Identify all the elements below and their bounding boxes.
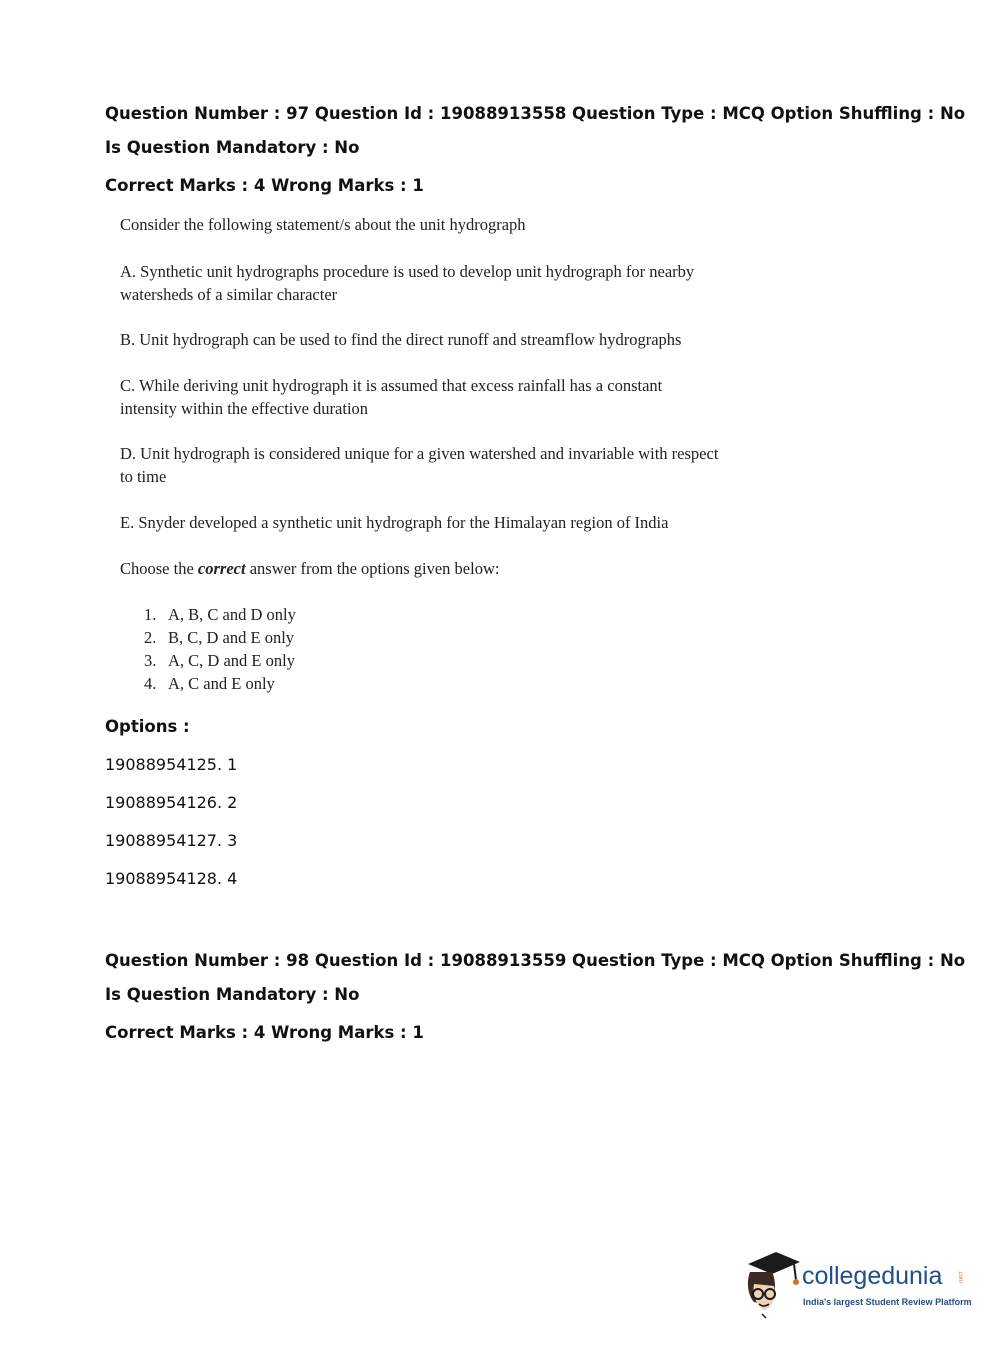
logo-tagline: India's largest Student Review Platform bbox=[803, 1297, 972, 1307]
q97-option-4: 19088954128. 4 bbox=[105, 869, 238, 888]
q97-option-1: 19088954125. 1 bbox=[105, 755, 238, 774]
q98-marks: Correct Marks : 4 Wrong Marks : 1 bbox=[105, 1023, 424, 1042]
q97-intro: Consider the following statement/s about the unit hydrograph bbox=[120, 215, 526, 234]
choice-number: 4. bbox=[144, 674, 157, 693]
q97-statement-d: D. Unit hydrograph is considered unique for a given watershed and invariable with respect to time bbox=[120, 444, 719, 486]
instruction-emphasis: correct bbox=[197, 559, 246, 578]
q97-header: Question Number : 97 Question Id : 19088913558 Question Type : MCQ Option Shuffling : No bbox=[105, 104, 966, 123]
choice-text: B, C, D and E only bbox=[168, 628, 295, 647]
q97-marks: Correct Marks : 4 Wrong Marks : 1 bbox=[105, 176, 424, 195]
q97-option-2: 19088954126. 2 bbox=[105, 793, 238, 812]
q97-choice-2 bbox=[144, 626, 294, 649]
choice-number: 2. bbox=[144, 628, 157, 647]
choice-text: A, C, D and E only bbox=[168, 651, 295, 670]
collegedunia-logo bbox=[742, 1250, 972, 1320]
logo-suffix: .com bbox=[957, 1270, 963, 1284]
q97-options-label: Options : bbox=[105, 717, 190, 736]
choice-text: A, C and E only bbox=[168, 674, 275, 693]
q97-statement-a: A. Synthetic unit hydrographs procedure is used to develop unit hydrograph for nearby watersheds of a similar character bbox=[120, 262, 695, 304]
q97-instruction bbox=[120, 557, 740, 580]
q98-header: Question Number : 98 Question Id : 19088913559 Question Type : MCQ Option Shuffling : No bbox=[105, 951, 966, 970]
q97-choice-4 bbox=[144, 672, 275, 695]
q97-statement-c: C. While deriving unit hydrograph it is assumed that excess rainfall has a constant intensity within the effective duration bbox=[120, 376, 663, 418]
q97-option-3: 19088954127. 3 bbox=[105, 831, 238, 850]
logo-wordmark: collegedunia bbox=[802, 1262, 943, 1290]
q98-mandatory: Is Question Mandatory : No bbox=[105, 985, 360, 1004]
choice-number: 1. bbox=[144, 605, 157, 624]
student-mascot-icon bbox=[742, 1250, 802, 1320]
instruction-before: Choose the bbox=[120, 559, 198, 578]
instruction-after: answer from the options given below: bbox=[245, 559, 500, 578]
q97-statement-b: B. Unit hydrograph can be used to find the direct runoff and streamflow hydrographs bbox=[120, 330, 682, 349]
q97-statement-e: E. Snyder developed a synthetic unit hydrograph for the Himalayan region of India bbox=[120, 513, 669, 532]
choice-text: A, B, C and D only bbox=[168, 605, 296, 624]
q97-choice-1 bbox=[144, 603, 296, 626]
choice-number: 3. bbox=[144, 651, 157, 670]
q97-mandatory: Is Question Mandatory : No bbox=[105, 138, 360, 157]
q97-choice-3 bbox=[144, 649, 295, 672]
